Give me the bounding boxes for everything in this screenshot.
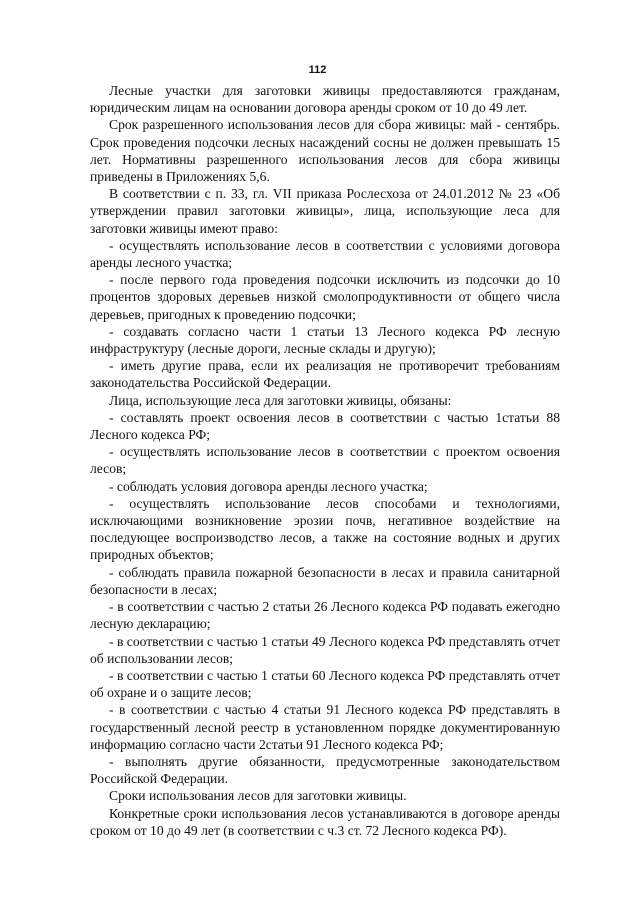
list-item-duty: - в соответствии с частью 1 статьи 60 Лесного кодекса РФ представлять отчет об охране и о защите лесов; — [90, 667, 560, 701]
list-item-duty: - составлять проект освоения лесов в соответствии с частью 1статьи 88 Лесного кодекса РФ; — [90, 409, 560, 443]
list-item-duty: - соблюдать условия договора аренды лесного участка; — [109, 478, 428, 494]
list-item-duty: - в соответствии с частью 4 статьи 91 Лесного кодекса РФ представлять в государственный лесной реестр в установленном порядке документированную информацию согласно части 2статьи 91 Лесного кодекса РФ; — [90, 702, 560, 752]
list-item-duty: - осуществлять использование лесов способами и технологиями, исключающими возникновение эрозии почв, негативное воздействие на последующее воспроизводство лесов, а также на состояние водных и других природных объектов; — [90, 495, 560, 563]
list-item-duty: - осуществлять использование лесов в соответствии с проектом освоения лесов; — [90, 444, 560, 477]
document-body — [90, 82, 560, 839]
paragraph: Лесные участки для заготовки живицы предоставляются гражданам, юридическим лицам на основании договора аренды сроком от 10 до 49 лет. — [90, 83, 560, 116]
paragraph: Лица, использующие леса для заготовки живицы, обязаны: — [109, 392, 452, 408]
paragraph: Сроки использования лесов для заготовки живицы. — [109, 788, 407, 804]
list-item-duty: - соблюдать правила пожарной безопасности в лесах и правила санитарной безопасности в лесах; — [90, 564, 560, 597]
paragraph: Срок разрешенного использования лесов для сбора живицы: май - сентябрь. Срок проведения подсочки лесных насаждений сосны не должен превышать 15 лет. Нормативны разрешенного использования лесов для сбора живицы приведены в Приложениях 5,6. — [90, 117, 560, 185]
page-number: 112 — [308, 64, 327, 76]
list-item-right: - иметь другие права, если их реализация не противоречит требованиям законодательства Российской Федерации. — [90, 358, 560, 391]
list-item-duty: - в соответствии с частью 1 статьи 49 Лесного кодекса РФ представлять отчет об использовании лесов; — [90, 633, 560, 666]
paragraph: Конкретные сроки использования лесов устанавливаются в договоре аренды сроком от 10 до 49 лет (в соответствии с ч.3 ст. 72 Лесного кодекса РФ). — [90, 805, 560, 838]
list-item-right: - создавать согласно части 1 статьи 13 Лесного кодекса РФ лесную инфраструктуру (лесные дороги, лесные склады и другую); — [90, 323, 560, 357]
list-item-right: - осуществлять использование лесов в соответствии с условиями договора аренды лесного участка; — [90, 237, 560, 271]
paragraph: В соответствии с п. 33, гл. VII приказа Рослесхоза от 24.01.2012 № 23 «Об утверждении правил заготовки живицы», лица, использующие леса для заготовки живицы имеют право: — [90, 186, 560, 236]
list-item-right: - после первого года проведения подсочки исключить из подсочки до 10 процентов здоровых деревьев низкой смолопродуктивности от общего числа деревьев, пригодных к проведению подсочки; — [90, 272, 560, 322]
list-item-duty: - выполнять другие обязанности, предусмотренные законодательством Российской Федерации. — [90, 753, 560, 787]
list-item-duty: - в соответствии с частью 2 статьи 26 Лесного кодекса РФ подавать ежегодно лесную декларацию; — [90, 599, 560, 632]
